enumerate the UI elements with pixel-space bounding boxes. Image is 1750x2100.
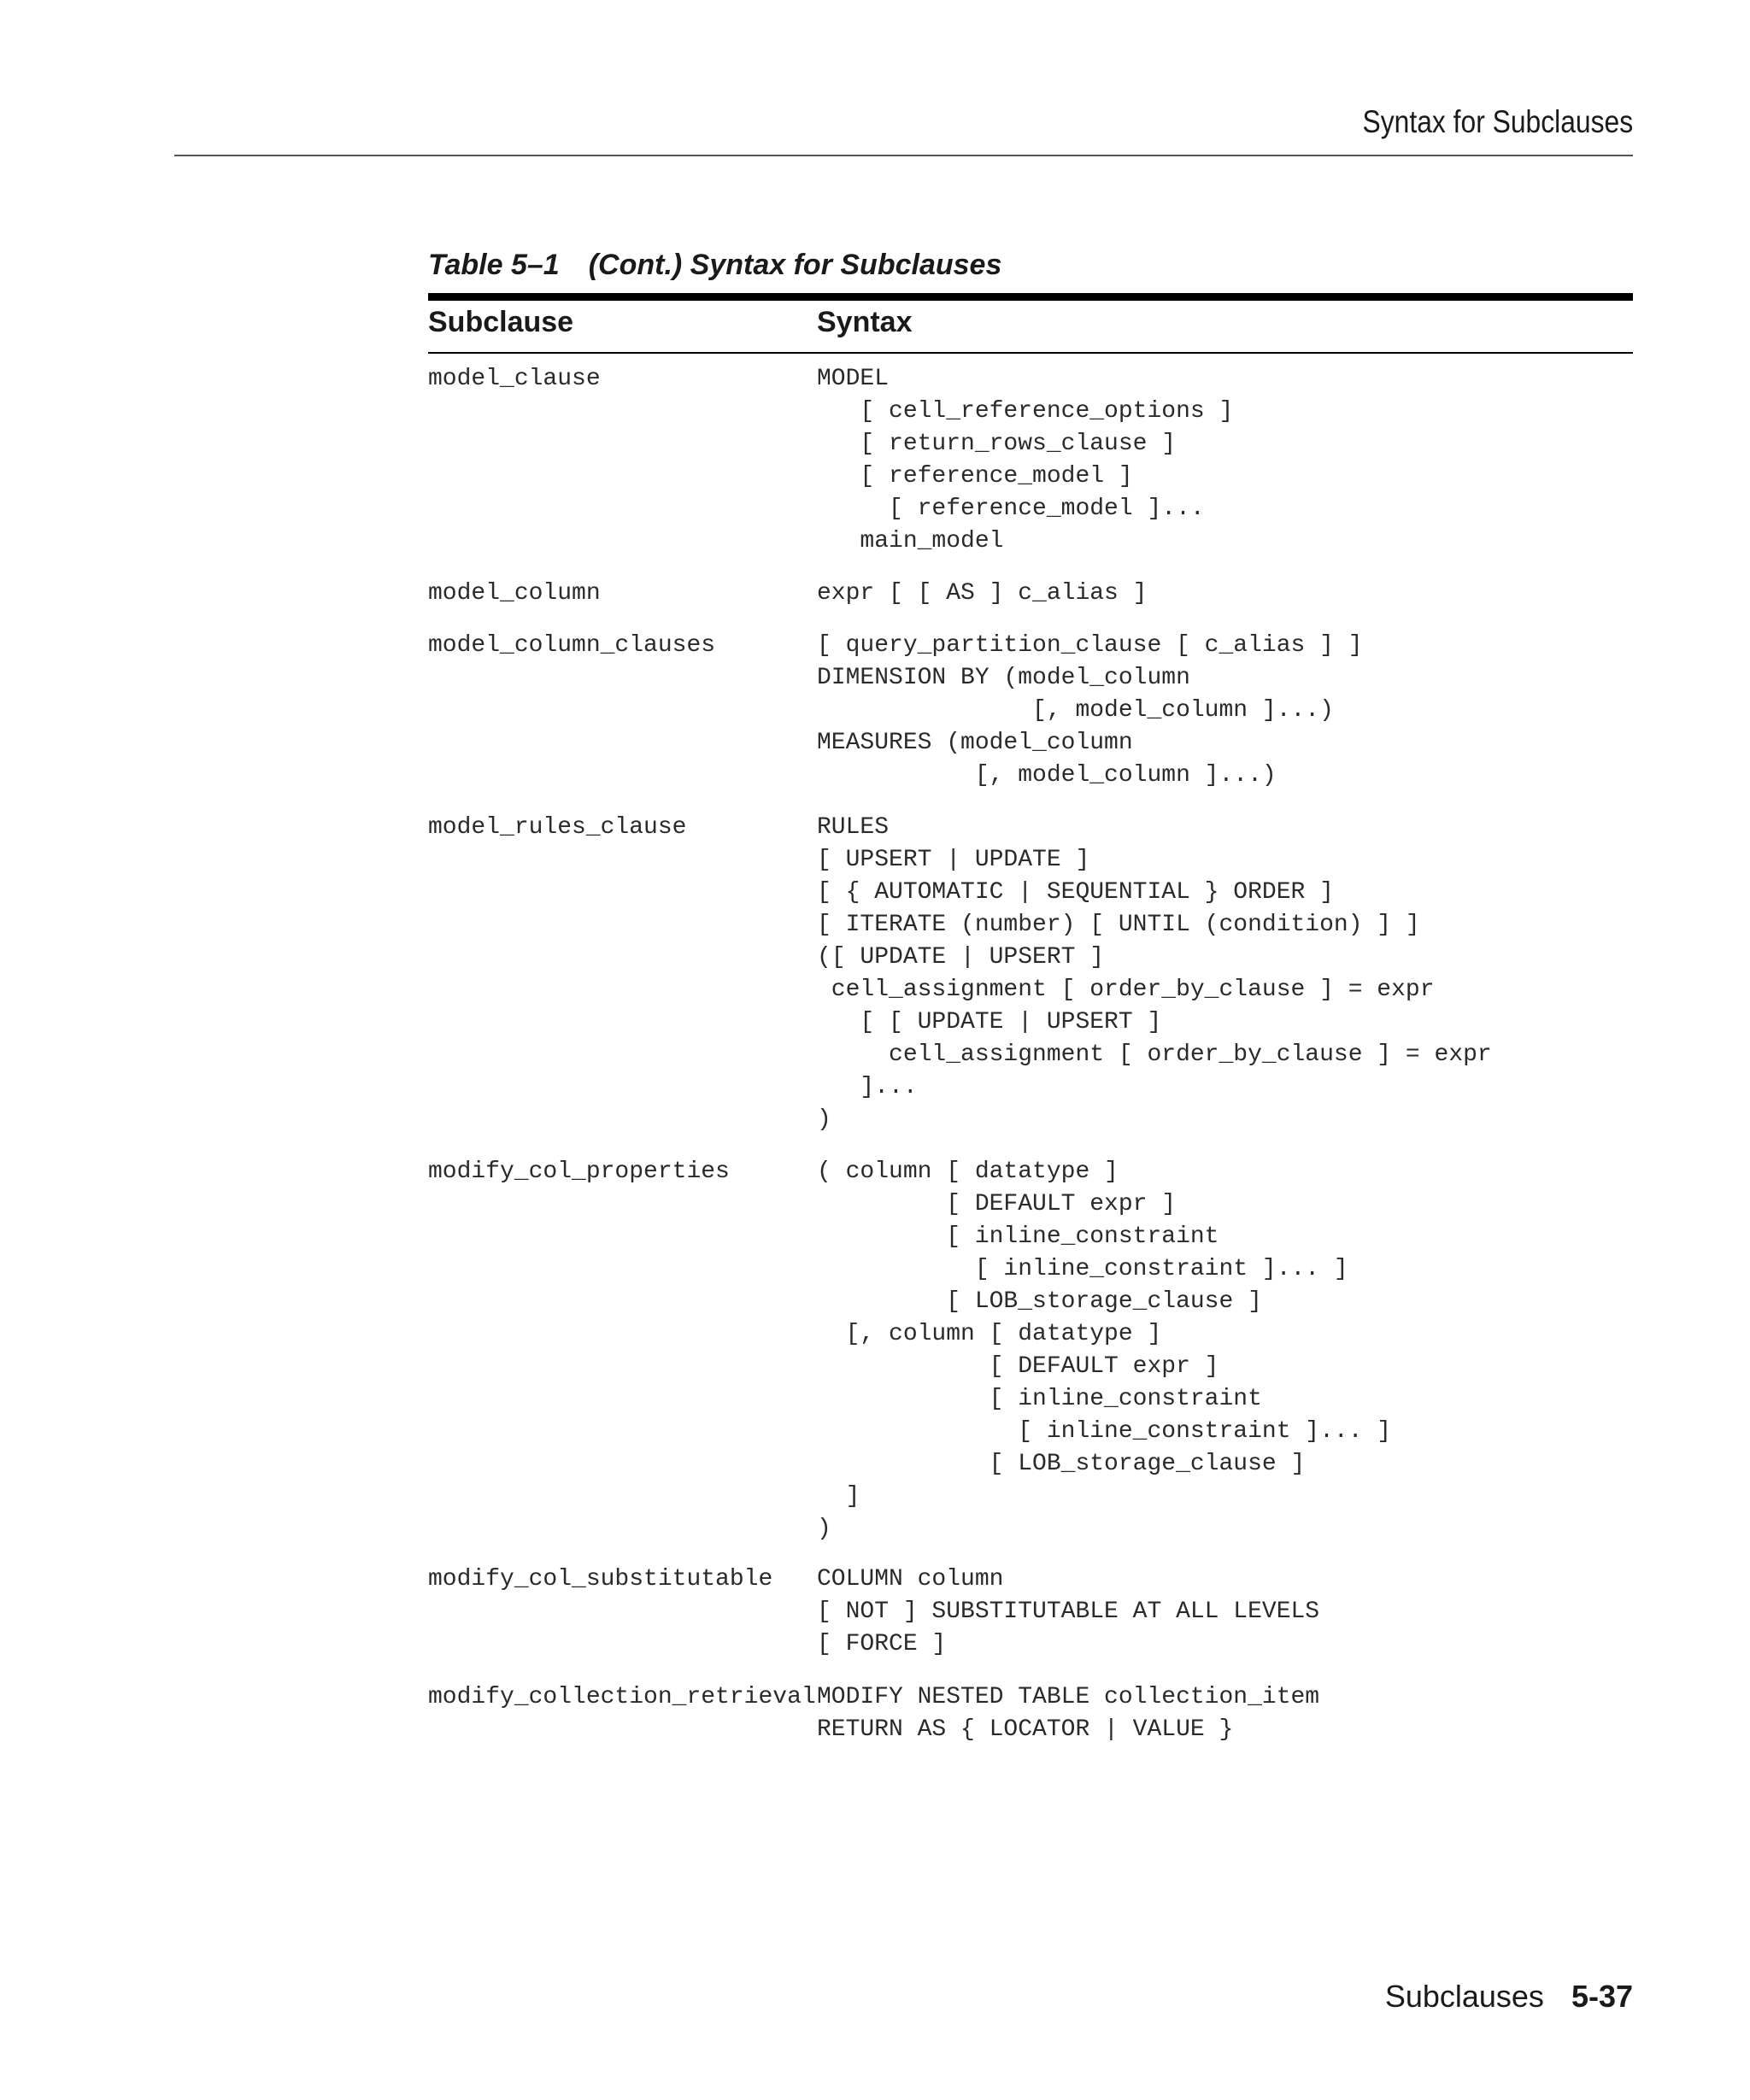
- table-caption-label: Table 5–1: [428, 249, 560, 281]
- subclause-name: model_rules_clause: [428, 814, 687, 841]
- syntax-block: expr [ [ AS ] c_alias ]: [817, 580, 1148, 607]
- syntax-block: ( column [ datatype ] [ DEFAULT expr ] [ inline_constraint [ inline_constraint ]... ] [ LOB_storage_clause ] [, column [ datatype ] [ DEFAULT expr ] [ inline_constraint [ inline_constraint ]... ] [ LOB_storage_clause ] ] ): [817, 1159, 1392, 1542]
- header-rule: [174, 155, 1633, 156]
- running-header-title: Syntax for Subclauses: [1362, 104, 1633, 139]
- table-top-rule: [428, 293, 1633, 301]
- column-header-syntax: Syntax: [817, 306, 913, 338]
- page-footer: [1385, 1979, 1633, 2015]
- subclause-name: model_column_clauses: [428, 632, 716, 659]
- syntax-block: COLUMN column [ NOT ] SUBSTITUTABLE AT ALL LEVELS [ FORCE ]: [817, 1566, 1320, 1657]
- subclause-name: model_column: [428, 580, 601, 607]
- syntax-block: MODEL [ cell_reference_options ] [ return_rows_clause ] [ reference_model ] [ reference_model ]... main_model: [817, 366, 1234, 554]
- subclause-name: modify_collection_retrieval: [428, 1684, 816, 1710]
- syntax-block: MODIFY NESTED TABLE collection_item RETURN AS { LOCATOR | VALUE }: [817, 1684, 1320, 1743]
- table-caption-title: (Cont.) Syntax for Subclauses: [588, 249, 1002, 281]
- table-header-rule: [428, 352, 1633, 354]
- subclause-name: modify_col_properties: [428, 1159, 730, 1185]
- table-caption: [428, 249, 1001, 282]
- subclause-name: model_clause: [428, 366, 601, 392]
- footer-page-number: 5-37: [1571, 1979, 1633, 2014]
- footer-section-title: Subclauses: [1384, 1979, 1544, 2014]
- subclause-name: modify_col_substitutable: [428, 1566, 773, 1593]
- column-header-subclause: Subclause: [428, 306, 574, 338]
- syntax-block: RULES [ UPSERT | UPDATE ] [ { AUTOMATIC | SEQUENTIAL } ORDER ] [ ITERATE (number) [ UNTIL (condition) ] ] ([ UPDATE | UPSERT ] cell_assignment [ order_by_clause ] = expr [ [ UPDATE | UPSERT ] cell_assignment [ order_by_clause ] = expr ]... ): [817, 814, 1492, 1133]
- syntax-block: [ query_partition_clause [ c_alias ] ] DIMENSION BY (model_column [, model_column ]...) MEASURES (model_column [, model_column ]...): [817, 632, 1363, 789]
